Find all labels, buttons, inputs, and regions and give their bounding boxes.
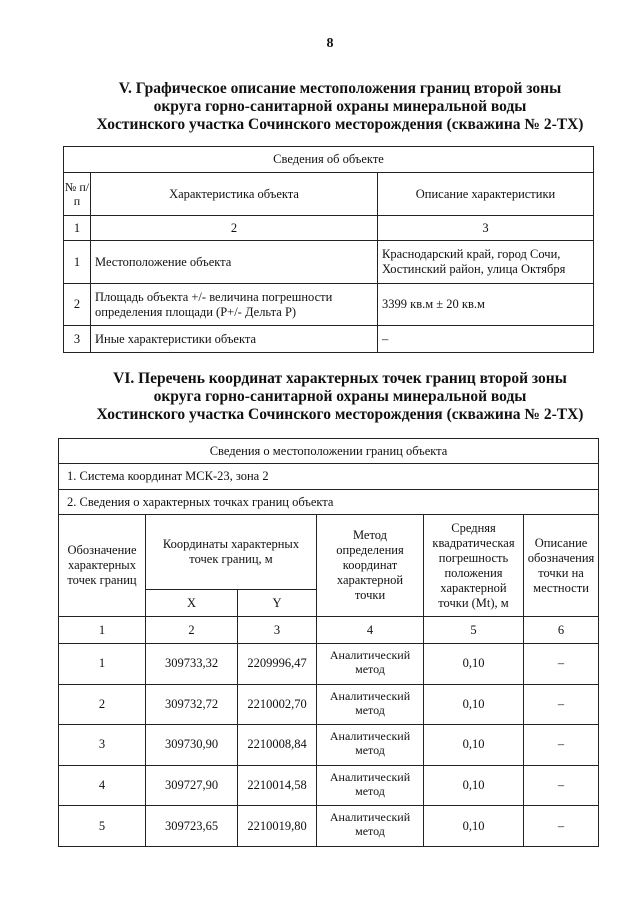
title-line: округа горно-санитарной охраны минеральной воды xyxy=(153,388,527,405)
method: Аналитический метод xyxy=(317,725,424,766)
point-label: 4 xyxy=(59,765,146,806)
header-y: Y xyxy=(238,590,317,617)
mean-error: 0,10 xyxy=(424,765,524,806)
point-label: 1 xyxy=(59,644,146,685)
row-name: Местоположение объекта xyxy=(91,241,378,284)
title-line: округа горно-санитарной охраны минеральной воды xyxy=(153,98,527,115)
col-number: 3 xyxy=(238,617,317,644)
mean-error: 0,10 xyxy=(424,806,524,847)
row-num: 3 xyxy=(64,326,91,353)
col-number: 1 xyxy=(59,617,146,644)
section-5-title xyxy=(40,80,640,134)
page-number: 8 xyxy=(326,36,334,51)
table-caption: Сведения о местоположении границ объекта xyxy=(59,439,599,464)
header-description: Описание обозначения точки на местности xyxy=(524,515,599,617)
col-number: 5 xyxy=(424,617,524,644)
coordinates-table xyxy=(58,438,599,847)
row-value: 3399 кв.м ± 20 кв.м xyxy=(378,284,594,326)
title-line: V. Графическое описание местоположения границ второй зоны xyxy=(118,80,562,97)
title-line: Хостинского участка Сочинского месторождения (скважина № 2-ТХ) xyxy=(96,406,584,423)
mean-error: 0,10 xyxy=(424,644,524,685)
col-number: 4 xyxy=(317,617,424,644)
point-label: 2 xyxy=(59,684,146,725)
point-label: 3 xyxy=(59,725,146,766)
method: Аналитический метод xyxy=(317,644,424,685)
x-coordinate: 309733,32 xyxy=(146,644,238,685)
point-description: – xyxy=(524,725,599,766)
point-label: 5 xyxy=(59,806,146,847)
y-coordinate: 2210014,58 xyxy=(238,765,317,806)
x-coordinate: 309730,90 xyxy=(146,725,238,766)
header-description: Описание характеристики xyxy=(378,173,594,216)
header-x: X xyxy=(146,590,238,617)
row-name: Иные характеристики объекта xyxy=(91,326,378,353)
y-coordinate: 2210019,80 xyxy=(238,806,317,847)
points-caption: 2. Сведения о характерных точках границ объекта xyxy=(59,490,599,515)
row-value: – xyxy=(378,326,594,353)
title-line: VI. Перечень координат характерных точек границ второй зоны xyxy=(113,370,567,387)
title-line: Хостинского участка Сочинского месторождения (скважина № 2-ТХ) xyxy=(96,116,584,133)
row-num: 1 xyxy=(64,241,91,284)
point-description: – xyxy=(524,684,599,725)
y-coordinate: 2210002,70 xyxy=(238,684,317,725)
x-coordinate: 309732,72 xyxy=(146,684,238,725)
point-description: – xyxy=(524,806,599,847)
table-row xyxy=(64,326,594,353)
section-6-title xyxy=(40,370,640,424)
header-num: № п/п xyxy=(64,173,91,216)
header-coords: Координаты характерных точек границ, м xyxy=(146,515,317,590)
row-value: Краснодарский край, город Сочи, Хостинский район, улица Октября xyxy=(378,241,594,284)
table-caption: Сведения об объекте xyxy=(64,147,594,173)
header-error: Средняя квадратическая погрешность положения характерной точки (Mt), м xyxy=(424,515,524,617)
row-num: 2 xyxy=(64,284,91,326)
method: Аналитический метод xyxy=(317,684,424,725)
table-row xyxy=(59,806,599,847)
x-coordinate: 309727,90 xyxy=(146,765,238,806)
table-row xyxy=(59,644,599,685)
point-description: – xyxy=(524,765,599,806)
col-number: 6 xyxy=(524,617,599,644)
col-number: 2 xyxy=(91,216,378,241)
table-row xyxy=(59,725,599,766)
x-coordinate: 309723,65 xyxy=(146,806,238,847)
header-point: Обозначение характерных точек границ xyxy=(59,515,146,617)
table-row xyxy=(59,684,599,725)
col-number: 1 xyxy=(64,216,91,241)
header-method: Метод определения координат характерной точки xyxy=(317,515,424,617)
table-row xyxy=(64,241,594,284)
method: Аналитический метод xyxy=(317,806,424,847)
mean-error: 0,10 xyxy=(424,725,524,766)
table-row xyxy=(59,765,599,806)
col-number: 2 xyxy=(146,617,238,644)
y-coordinate: 2210008,84 xyxy=(238,725,317,766)
table-row xyxy=(64,284,594,326)
y-coordinate: 2209996,47 xyxy=(238,644,317,685)
mean-error: 0,10 xyxy=(424,684,524,725)
object-info-table xyxy=(63,146,594,353)
point-description: – xyxy=(524,644,599,685)
coord-system: 1. Система координат МСК-23, зона 2 xyxy=(59,464,599,490)
row-name: Площадь объекта +/- величина погрешности определения площади (P+/- Дельта P) xyxy=(91,284,378,326)
method: Аналитический метод xyxy=(317,765,424,806)
col-number: 3 xyxy=(378,216,594,241)
header-characteristic: Характеристика объекта xyxy=(91,173,378,216)
